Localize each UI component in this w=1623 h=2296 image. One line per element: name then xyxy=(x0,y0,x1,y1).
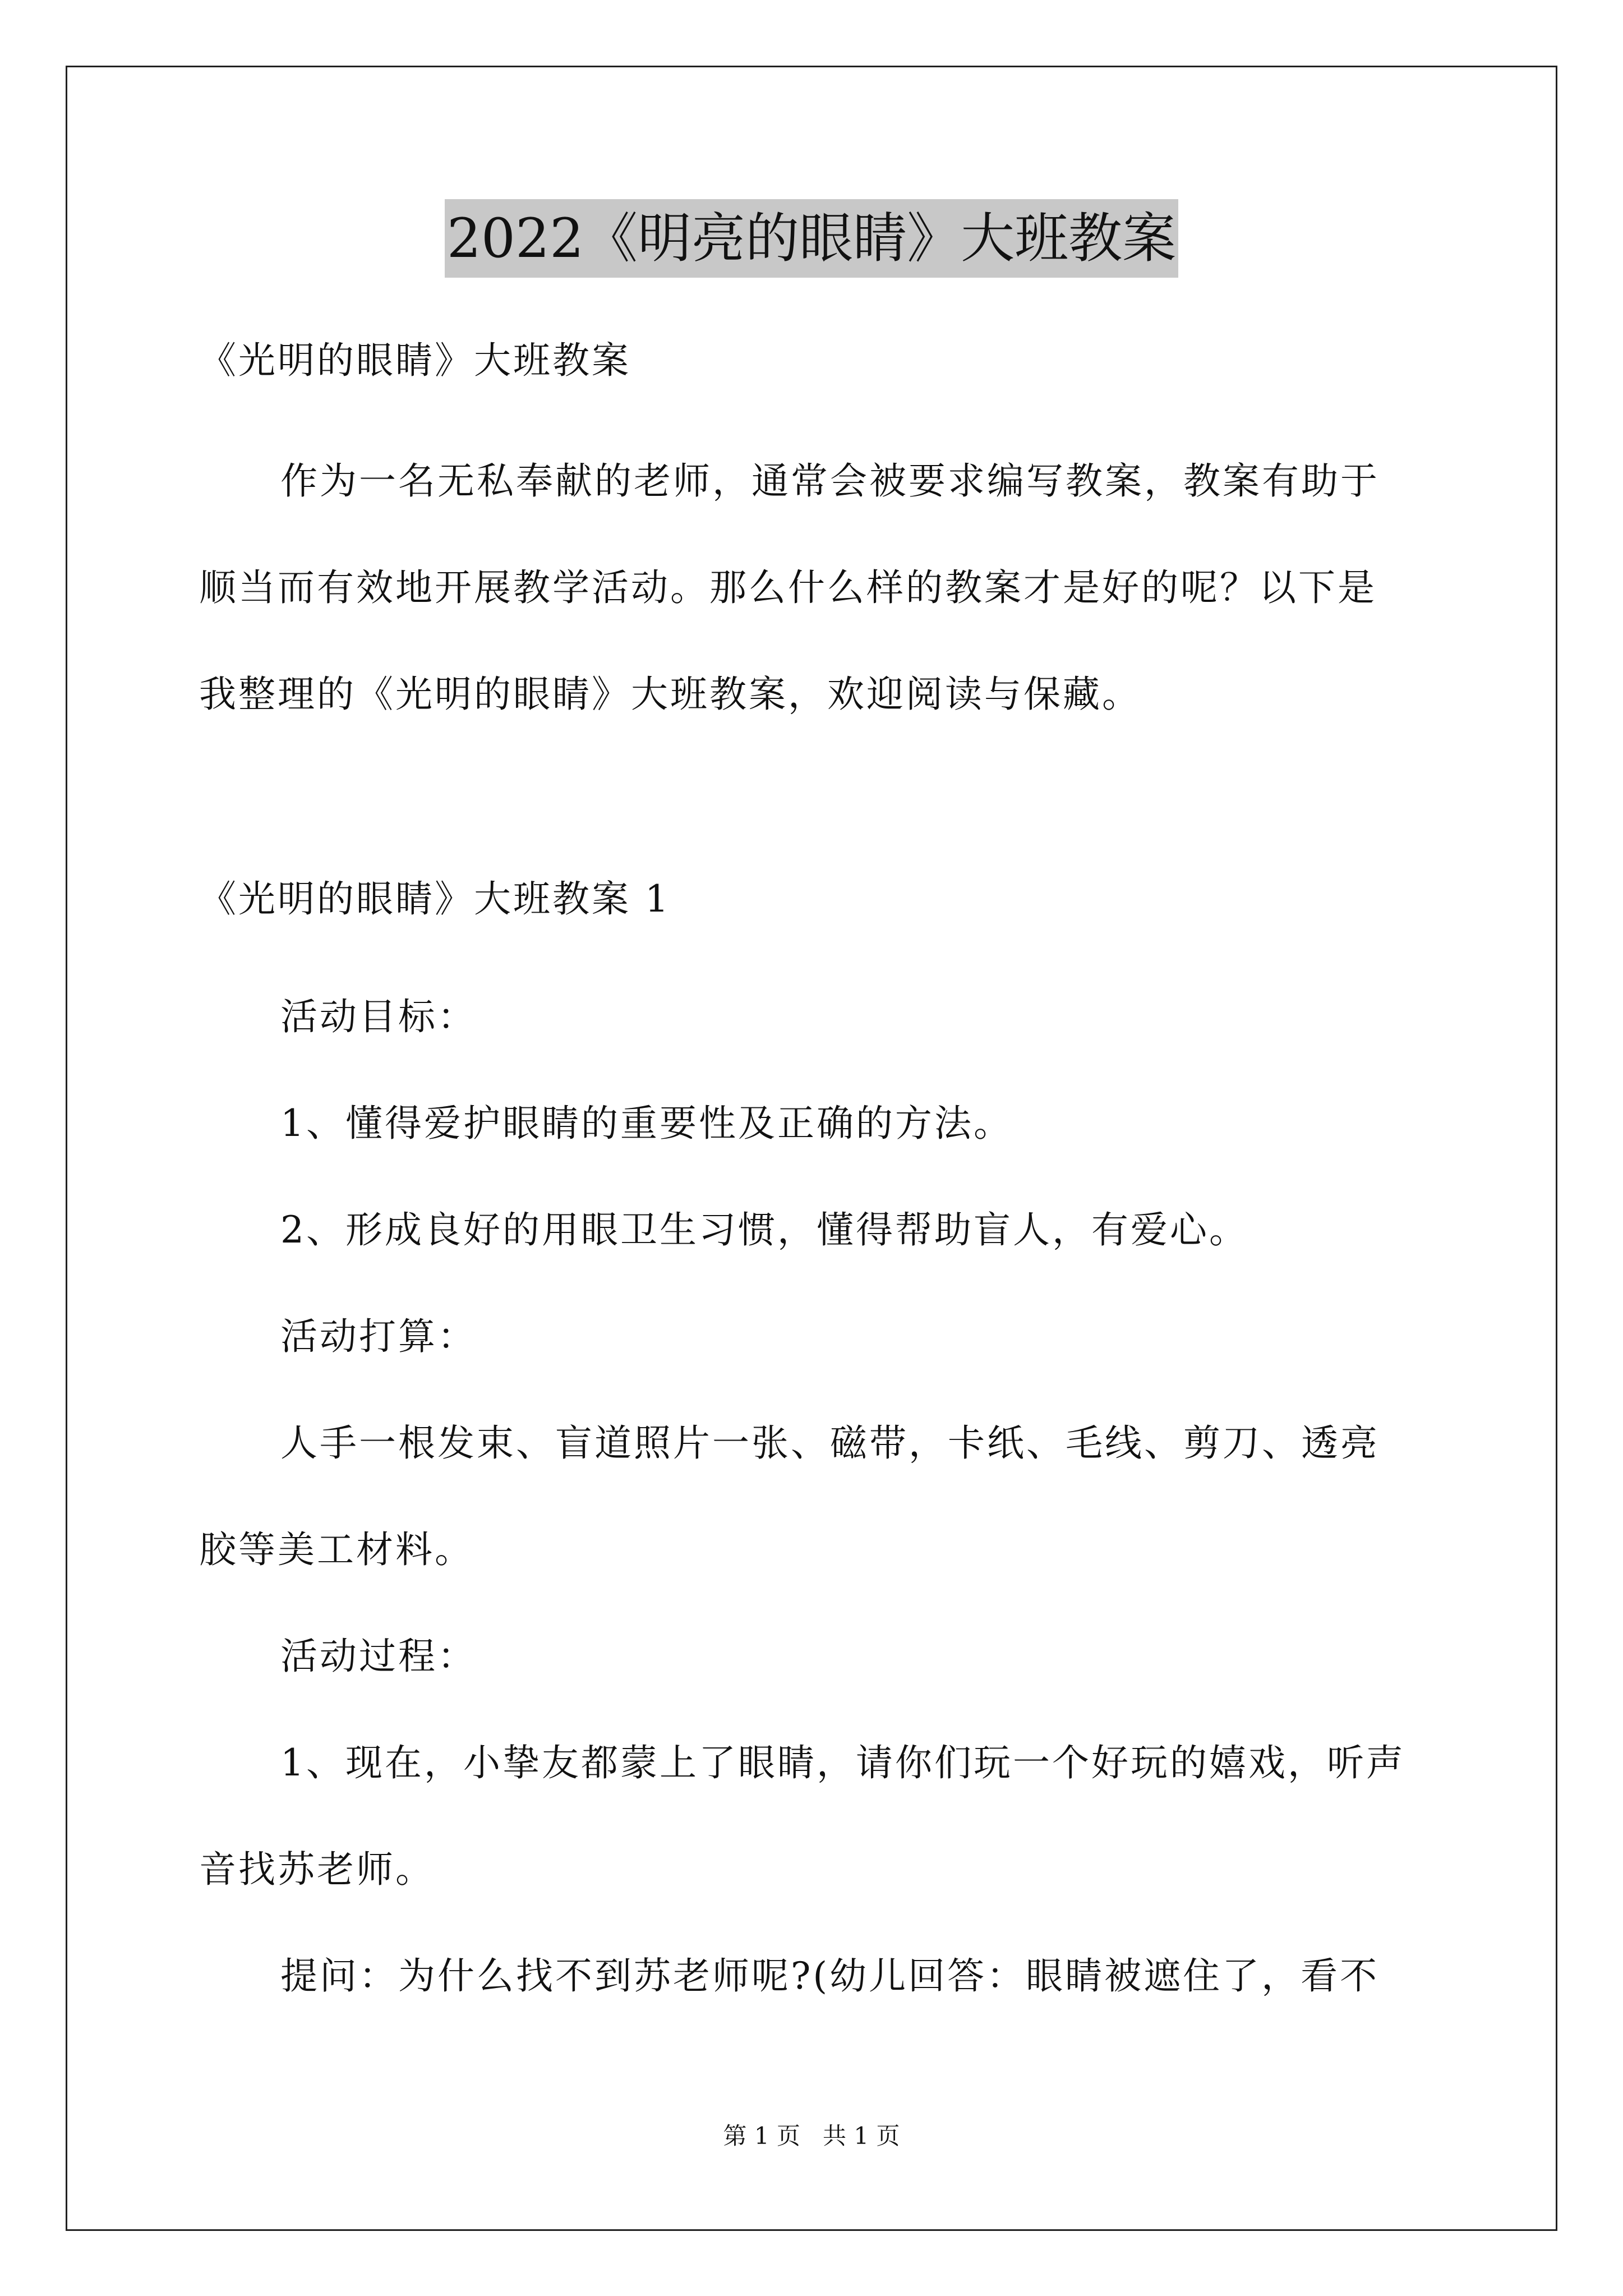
section-heading: 《光明的眼睛》大班教案 1 xyxy=(199,877,671,921)
paragraph-line: 活动过程： xyxy=(280,1635,477,1678)
paragraph-line: 音找苏老师。 xyxy=(199,1848,435,1891)
subtitle: 《光明的眼睛》大班教案 xyxy=(199,339,631,382)
paragraph-line: 活动目标： xyxy=(280,995,477,1038)
paragraph-line: 1、懂得爱护眼睛的重要性及正确的方法。 xyxy=(280,1102,1013,1145)
title-container xyxy=(0,199,1623,278)
intro-line: 作为一名无私奉献的老师，通常会被要求编写教案，教案有助于 xyxy=(280,459,1380,503)
paragraph-line: 胶等美工材料。 xyxy=(199,1528,474,1571)
paragraph-line: 1、现在，小挚友都蒙上了眼睛，请你们玩一个好玩的嬉戏，听声 xyxy=(280,1741,1405,1784)
paragraph-line: 人手一根发束、盲道照片一张、磁带，卡纸、毛线、剪刀、透亮 xyxy=(280,1421,1380,1465)
intro-line: 我整理的《光明的眼睛》大班教案，欢迎阅读与保藏。 xyxy=(199,673,1141,716)
paragraph-line: 2、形成良好的用眼卫生习惯，懂得帮助盲人，有爱心。 xyxy=(280,1208,1248,1251)
intro-line: 顺当而有效地开展教学活动。那么什么样的教案才是好的呢？以下是 xyxy=(199,566,1377,609)
page-footer: 第 1 页 共 1 页 xyxy=(723,2122,900,2150)
paragraph-line: 提问：为什么找不到苏老师呢?(幼儿回答：眼睛被遮住了，看不 xyxy=(280,1954,1380,1998)
paragraph-line: 活动打算： xyxy=(280,1315,477,1358)
document-title: 2022《明亮的眼睛》大班教案 xyxy=(445,199,1178,278)
